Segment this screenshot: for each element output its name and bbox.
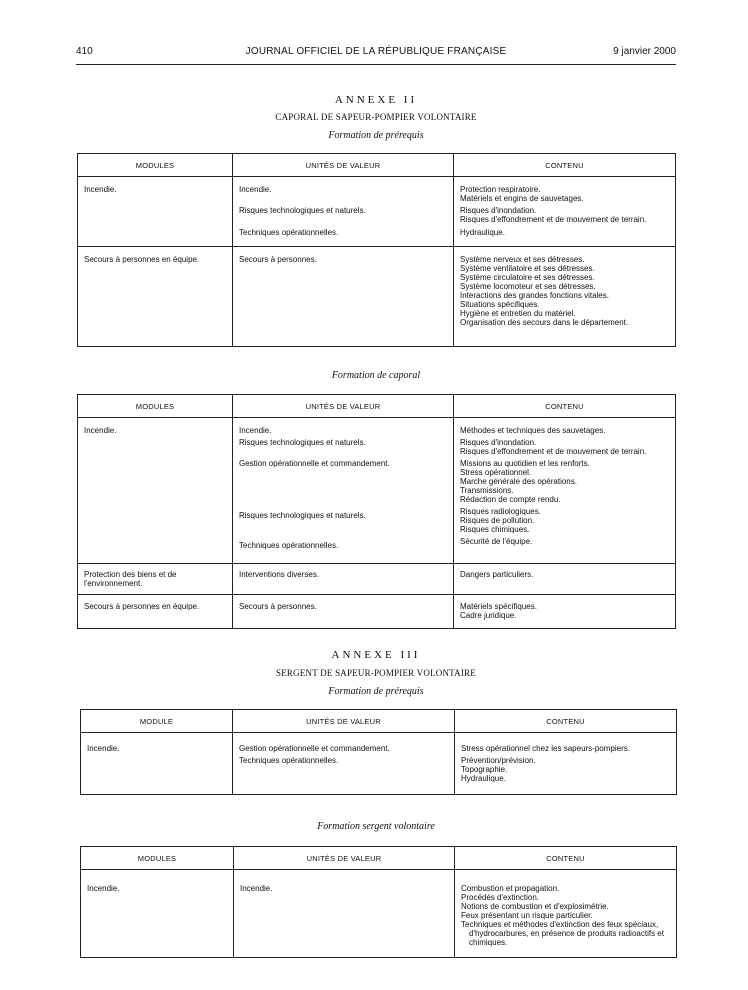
contenu-text: Protection respiratoire. (460, 185, 541, 194)
contenu-text: Stress opérationnel chez les sapeurs-pompiers. (461, 744, 630, 753)
unite-text: Incendie. (239, 185, 272, 194)
contenu-text: Risques chimiques. (460, 525, 530, 534)
contenu-text: Organisation des secours dans le département. (460, 318, 629, 327)
table-annexe-ii-prerequis (77, 153, 676, 347)
table-annexe-iii-prerequis (80, 709, 677, 795)
page-number: 410 (76, 46, 93, 57)
contenu-text: Risques de pollution. (460, 516, 535, 525)
contenu-cell (455, 733, 677, 795)
contenu-text: Hygiène et entretien du matériel. (460, 309, 576, 318)
journal-title: JOURNAL OFFICIEL DE LA RÉPUBLIQUE FRANÇAISE (245, 46, 507, 57)
contenu-text: Stress opérationnel. (460, 468, 532, 477)
annexe-ii-formation-prerequis-title: Formation de prérequis (328, 130, 424, 141)
contenu-text: Notions de combustion et d'explosimétrie. (461, 902, 609, 911)
contenu-text: Topographie. (461, 765, 508, 774)
contenu-text: Risques d'effondrement et de mouvement de terrain. (460, 447, 647, 456)
col-header-unites: UNITÉS DE VALEUR (233, 395, 454, 418)
contenu-cell (454, 418, 676, 564)
contenu-text: Techniques et méthodes d'extinction des feux spéciaux, d'hydrocarbures, en présence de produits radioactifs et chimiques. (461, 920, 664, 947)
contenu-text: Feux présentant un risque particulier. (461, 911, 593, 920)
contenu-text: Risques d'inondation. (460, 438, 537, 447)
unite-text: Techniques opérationnelles. (239, 756, 339, 765)
col-header-contenu: CONTENU (455, 710, 677, 733)
contenu-text: Risques d'inondation. (460, 206, 537, 215)
col-header-contenu: CONTENU (455, 847, 677, 870)
module-cell (78, 595, 233, 629)
module-text: Protection des biens et de l'environnement. (84, 570, 177, 588)
module-cell (81, 870, 234, 958)
annexe-iii-heading: ANNEXE III (331, 649, 421, 661)
contenu-text: Rédaction de compte rendu. (460, 495, 561, 504)
annexe-ii-heading: ANNEXE II (334, 94, 418, 106)
contenu-cell (455, 870, 677, 958)
unite-text: Risques technologiques et naturels. (239, 206, 366, 215)
unite-text: Secours à personnes. (239, 255, 317, 264)
contenu-text: Système nerveux et ses détresses. (460, 255, 585, 264)
contenu-text: Sécurité de l'équipe. (460, 537, 533, 546)
col-header-module: MODULE (81, 710, 233, 733)
contenu-text: Hydraulique. (460, 228, 505, 237)
module-cell (78, 418, 233, 564)
contenu-text: Prévention/prévision. (461, 756, 536, 765)
contenu-text: Interactions des grandes fonctions vitales. (460, 291, 609, 300)
unite-text: Techniques opérationnelles. (239, 541, 339, 550)
contenu-text: Risques d'effondrement et de mouvement de terrain. (460, 215, 647, 224)
col-header-modules: MODULES (78, 154, 233, 177)
table-row (78, 247, 676, 347)
contenu-text: Risques radiologiques. (460, 507, 541, 516)
contenu-text: Transmissions. (460, 486, 514, 495)
col-header-modules: MODULES (78, 395, 233, 418)
contenu-text: Situations spécifiques. (460, 300, 540, 309)
col-header-contenu: CONTENU (454, 395, 676, 418)
col-header-unites: UNITÉS DE VALEUR (234, 847, 455, 870)
table-row (81, 733, 677, 795)
table-header-row (81, 710, 677, 733)
unite-text: Techniques opérationnelles. (239, 228, 339, 237)
page-header (76, 46, 676, 60)
contenu-text: Dangers particuliers. (460, 570, 534, 579)
col-header-unites: UNITÉS DE VALEUR (233, 710, 455, 733)
module-cell (78, 564, 233, 595)
module-text: Incendie. (84, 185, 117, 194)
unites-cell (233, 733, 455, 795)
contenu-text: Procédés d'extinction. (461, 893, 540, 902)
contenu-text: Matériels spécifiques. (460, 602, 537, 611)
module-text: Incendie. (87, 884, 120, 893)
contenu-cell (454, 564, 676, 595)
unites-cell (233, 564, 454, 595)
table-row (78, 418, 676, 564)
contenu-text: Système ventilatoire et ses détresses. (460, 264, 595, 273)
unite-text: Gestion opérationnelle et commandement. (239, 744, 390, 753)
col-header-contenu: CONTENU (454, 154, 676, 177)
col-header-unites: UNITÉS DE VALEUR (233, 154, 454, 177)
unite-text: Risques technologiques et naturels. (239, 511, 366, 520)
table-header-row (78, 154, 676, 177)
unite-text: Gestion opérationnelle et commandement. (239, 459, 390, 468)
module-text: Secours à personnes en équipe. (84, 602, 200, 611)
module-text: Incendie. (84, 426, 117, 435)
contenu-cell (454, 177, 676, 247)
contenu-text: Missions au quotidien et les renforts. (460, 459, 590, 468)
table-row (78, 177, 676, 247)
contenu-text: Système circulatoire et ses détresses. (460, 273, 595, 282)
table-row (81, 870, 677, 958)
unite-text: Incendie. (239, 426, 272, 435)
contenu-cell (454, 247, 676, 347)
module-cell (78, 247, 233, 347)
unites-cell (233, 247, 454, 347)
unites-cell (234, 870, 455, 958)
contenu-text: Cadre juridique. (460, 611, 517, 620)
header-rule (76, 64, 676, 65)
issue-date: 9 janvier 2000 (613, 46, 676, 57)
unites-cell (233, 418, 454, 564)
annexe-ii-subtitle: CAPORAL DE SAPEUR-POMPIER VOLONTAIRE (275, 112, 477, 122)
col-header-modules: MODULES (81, 847, 234, 870)
contenu-text: Marche générale des opérations. (460, 477, 577, 486)
table-row (78, 564, 676, 595)
module-cell (78, 177, 233, 247)
contenu-text: Méthodes et techniques des sauvetages. (460, 426, 606, 435)
module-text: Secours à personnes en équipe. (84, 255, 200, 264)
contenu-text: Combustion et propagation. (461, 884, 560, 893)
unites-cell (233, 595, 454, 629)
table-annexe-iii-sergent (80, 846, 677, 958)
contenu-text: Matériels et engins de sauvetages. (460, 194, 584, 203)
unites-cell (233, 177, 454, 247)
unite-text: Interventions diverses. (239, 570, 320, 579)
annexe-iii-formation-sergent-title: Formation sergent volontaire (317, 821, 435, 832)
module-cell (81, 733, 233, 795)
annexe-ii-formation-caporal-title: Formation de caporal (331, 370, 421, 381)
unite-text: Secours à personnes. (239, 602, 317, 611)
annexe-iii-formation-prerequis-title: Formation de prérequis (328, 686, 424, 697)
table-header-row (78, 395, 676, 418)
table-row (78, 595, 676, 629)
table-annexe-ii-caporal (77, 394, 676, 629)
table-header-row (81, 847, 677, 870)
contenu-text: Hydraulique. (461, 774, 506, 783)
unite-text: Risques technologiques et naturels. (239, 438, 366, 447)
annexe-iii-subtitle: SERGENT DE SAPEUR-POMPIER VOLONTAIRE (276, 668, 476, 678)
unite-text: Incendie. (240, 884, 273, 893)
contenu-text: Système locomoteur et ses détresses. (460, 282, 596, 291)
contenu-cell (454, 595, 676, 629)
module-text: Incendie. (87, 744, 120, 753)
